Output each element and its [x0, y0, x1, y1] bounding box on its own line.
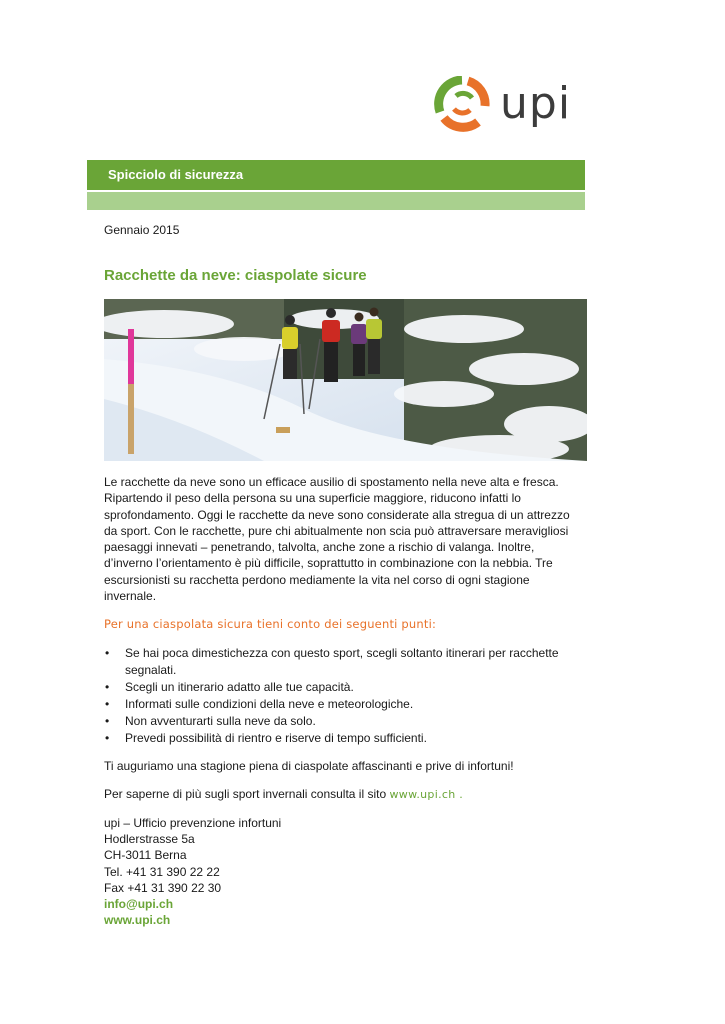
- snowshoe-hikers-photo: [104, 299, 587, 461]
- email-link[interactable]: info@upi.ch: [104, 897, 174, 912]
- upi-logo: [434, 76, 574, 134]
- list-item: • Se hai poca dimestichezza con questo sport, scegli soltanto itinerari per racchette segnalati.: [104, 645, 584, 678]
- fax: Fax +41 31 390 22 30: [104, 880, 222, 895]
- intro-paragraph: Le racchette da neve sono un efficace ausilio di spostamento nella neve alta e fresca. Ripartendo il peso della persona su una superficie maggiore, riducono infatti lo sprofondamento. Oggi le racchette da neve sono considerate alla stregua di un attrezzo da sport. Con le racchette, pure chi abitualmente non scia può attraversare meravigliosi paesaggi innevati – penetrando, talvolta, anche zone a rischio di valanga. Inoltre, d’inverno l’orientamento è più difficile, soprattutto in combinazione con la nebbia. Tre escursionisti su racchetta perdono mediamente la vita nel corso di ogni stagione invernale.: [104, 475, 570, 604]
- street: Hodlerstrasse 5a: [104, 832, 195, 847]
- website-link[interactable]: www.upi.ch .: [389, 788, 464, 801]
- closing-wish: Ti auguriamo una stagione piena di ciaspolate affascinanti e prive di infortuni!: [104, 759, 514, 773]
- contact-block: [104, 815, 281, 928]
- article-headline: Racchette da neve: ciaspolate sicure: [104, 267, 367, 284]
- band-title: Spicciolo di sicurezza: [108, 167, 244, 182]
- telephone: Tel. +41 31 390 22 22: [104, 864, 220, 879]
- list-item: • Informati sulle condizioni della neve e meteorologiche.: [104, 696, 584, 713]
- web-link[interactable]: www.upi.ch: [104, 913, 171, 928]
- more-info: [104, 787, 463, 801]
- issue-date: Gennaio 2015: [104, 223, 180, 237]
- org-name: upi – Ufficio prevenzione infortuni: [104, 816, 282, 830]
- list-item: • Non avventurarti sulla neve da solo.: [104, 713, 584, 730]
- list-item: • Prevedi possibilità di rientro e riserve di tempo sufficienti.: [104, 730, 584, 747]
- list-item: • Scegli un itinerario adatto alle tue capacità.: [104, 679, 584, 696]
- upi-ring-logo-icon: [434, 76, 490, 132]
- tips-list: [104, 645, 584, 747]
- header-band: [87, 160, 585, 190]
- tips-heading: Per una ciaspolata sicura tieni conto dei seguenti punti:: [104, 617, 437, 631]
- city: CH-3011 Berna: [104, 848, 187, 863]
- logo-wordmark: upi: [500, 78, 572, 129]
- more-info-text: Per saperne di più sugli sport invernali consulta il sito: [104, 787, 390, 801]
- header-band-light: [87, 192, 585, 210]
